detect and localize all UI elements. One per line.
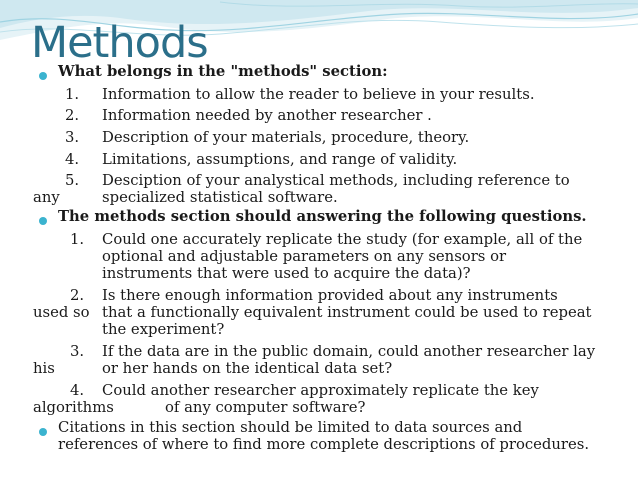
list-number: 1.: [70, 231, 85, 248]
list-number: 2.: [65, 107, 80, 124]
list-item-text: Could another researcher approximately replicate the key: [102, 382, 539, 399]
list-item-continuation: instruments that were used to acquire the data)?: [102, 265, 471, 282]
list-number: 2.: [70, 287, 85, 304]
list-item-continuation: that a functionally equivalent instrument could be used to repeat: [102, 304, 592, 321]
section-text: Citations in this section should be limited to data sources and: [58, 419, 523, 436]
list-item-text: Could one accurately replicate the study (for example, all of the: [102, 231, 583, 248]
section-heading: The methods section should answering the following questions.: [58, 208, 587, 225]
list-number: 4.: [70, 382, 85, 399]
section-heading: What belongs in the "methods" section:: [58, 63, 388, 80]
list-item-text: Information to allow the reader to believe in your results.: [102, 86, 535, 103]
list-item-overflow: used so: [33, 304, 90, 321]
list-item-text: Description of your materials, procedure, theory.: [102, 129, 470, 146]
list-number: 3.: [70, 343, 85, 360]
list-item-continuation: or her hands on the identical data set?: [102, 360, 393, 377]
list-item-overflow: algorithms: [33, 399, 114, 416]
list-number: 3.: [65, 129, 80, 146]
list-item-text: Limitations, assumptions, and range of validity.: [102, 151, 458, 168]
list-item-text: Information needed by another researcher .: [102, 107, 432, 124]
bullet-icon: [39, 428, 47, 436]
list-item-continuation: the experiment?: [102, 321, 225, 338]
slide-title: Methods: [31, 18, 208, 68]
list-item-continuation: optional and adjustable parameters on any sensors or: [102, 248, 507, 265]
list-item-overflow: any: [33, 189, 60, 206]
list-item-text: If the data are in the public domain, could another researcher lay: [102, 343, 596, 360]
list-item-overflow: his: [33, 360, 55, 377]
list-item-continuation: of any computer software?: [165, 399, 366, 416]
bullet-icon: [39, 217, 47, 225]
bullet-icon: [39, 72, 47, 80]
list-number: 1.: [65, 86, 80, 103]
section-text: references of where to find more complete descriptions of procedures.: [58, 436, 590, 453]
list-item-text: Desciption of your analystical methods, including reference to: [102, 172, 570, 189]
list-number: 4.: [65, 151, 80, 168]
list-item-text: Is there enough information provided about any instruments: [102, 287, 558, 304]
list-number: 5.: [65, 172, 80, 189]
list-item-continuation: specialized statistical software.: [102, 189, 338, 206]
